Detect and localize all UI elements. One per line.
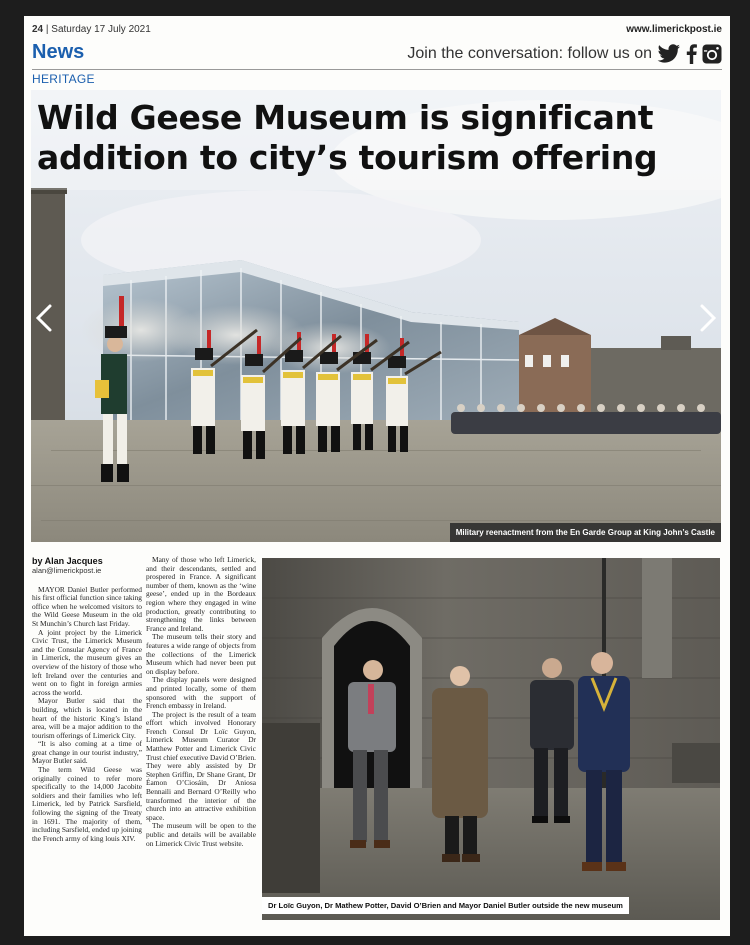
paragraph: The term Wild Geese was originally coined to refer more specifically to the 14,000 Jacobite soldiers and their families who left Limerick, led by Patrick Sarsfield, following the signing of the Treaty in 1691. The majority of them, including Sarsfield, ended up joining the French army of king louis XIV. — [32, 765, 142, 843]
museum-group-photo — [262, 558, 720, 920]
issue-date: Saturday 17 July 2021 — [51, 24, 151, 35]
page-info — [32, 24, 151, 35]
group-photo — [262, 558, 720, 920]
headline: Wild Geese Museum is significant addition to city’s tourism offering — [37, 98, 658, 177]
follow-text: Join the conversation: follow us on — [407, 45, 652, 62]
chevron-right-icon — [695, 298, 721, 338]
section-bar — [32, 40, 722, 70]
group-photo-caption: Dr Loïc Guyon, Dr Mathew Potter, David O’Brien and Mayor Daniel Butler outside the new museum — [262, 897, 629, 914]
section-title: News — [32, 41, 85, 63]
paragraph: A joint project by the Limerick Civic Trust, the Limerick Museum and the Consular Agency of France in Limerick, the museum gives an overview of the history of those who left Ireland over the centuries and went on to fight in foreign armies across the world. — [32, 627, 142, 697]
kicker-heritage: HERITAGE — [32, 72, 95, 86]
facebook-icon[interactable] — [686, 44, 697, 64]
paragraph: The museum tells their story and features a wide range of objects from the collections of the Limerick Museum which had never been put on display before. — [146, 632, 256, 676]
paragraph: MAYOR Daniel Butler performed his first official function since taking office when he welcomed visitors to the Wild Geese Museum in the old St Munchin’s Church last Friday. — [32, 584, 142, 628]
hero-photo-caption: Military reenactment from the En Garde Group at King John’s Castle — [450, 523, 721, 542]
instagram-icon[interactable] — [702, 44, 722, 64]
twitter-icon[interactable] — [657, 44, 681, 64]
previous-image-arrow[interactable] — [31, 298, 57, 338]
next-image-arrow[interactable] — [695, 298, 721, 338]
article-column-1 — [32, 556, 142, 843]
paragraph: The project is the result of a team effort which involved Honorary French Consul Dr Loïc Guyon, Limerick Museum Curator Dr Matthew Potter and Limerick Civic Trust chief executive David O’Brien. They were ably assisted by Dr Stephen Griffin, Dr Shane Grant, Dr Éamon O’Ciosáin, Dr Aniosa Bennaili and Bernard O’Reilly who transformed the interior of the church into an attractive exhibition space. — [146, 709, 256, 822]
article-column-2 — [146, 556, 256, 848]
byline-email[interactable]: alan@limerickpost.ie — [32, 566, 102, 575]
byline-author: by Alan Jacques — [32, 556, 103, 566]
chevron-left-icon — [31, 298, 57, 338]
newspaper-page — [24, 16, 730, 936]
hero-photo — [31, 90, 721, 542]
separator: | — [45, 24, 49, 35]
social-follow — [407, 42, 722, 66]
paragraph: The display panels were designed and printed locally, some of them sponsored with the support of French embassy in Ireland. — [146, 675, 256, 711]
paragraph: Many of those who left Limerick, and their descendants, settled and prospered in France. A significant number of them, known as the ‘wine geese’, ended up in the Bordeaux region where they engaged in wine production, greatly contributing to strengthening the links between France and Ireland. — [146, 555, 256, 633]
page-header-line — [32, 24, 722, 38]
paragraph: The museum will be open to the public and details will be available on Limerick Civic Trust website. — [146, 821, 256, 848]
page-number: 24 — [32, 24, 44, 35]
paragraph: “It is also coming at a time of great change in our tourist industry,” Mayor Butler said. — [32, 739, 142, 766]
paragraph: Mayor Butler said that the building, which is located in the heart of the historic King’s Island area, will be a major addition to the tourism offerings of Limerick City. — [32, 696, 142, 740]
website-link[interactable]: www.limerickpost.ie — [626, 24, 722, 35]
